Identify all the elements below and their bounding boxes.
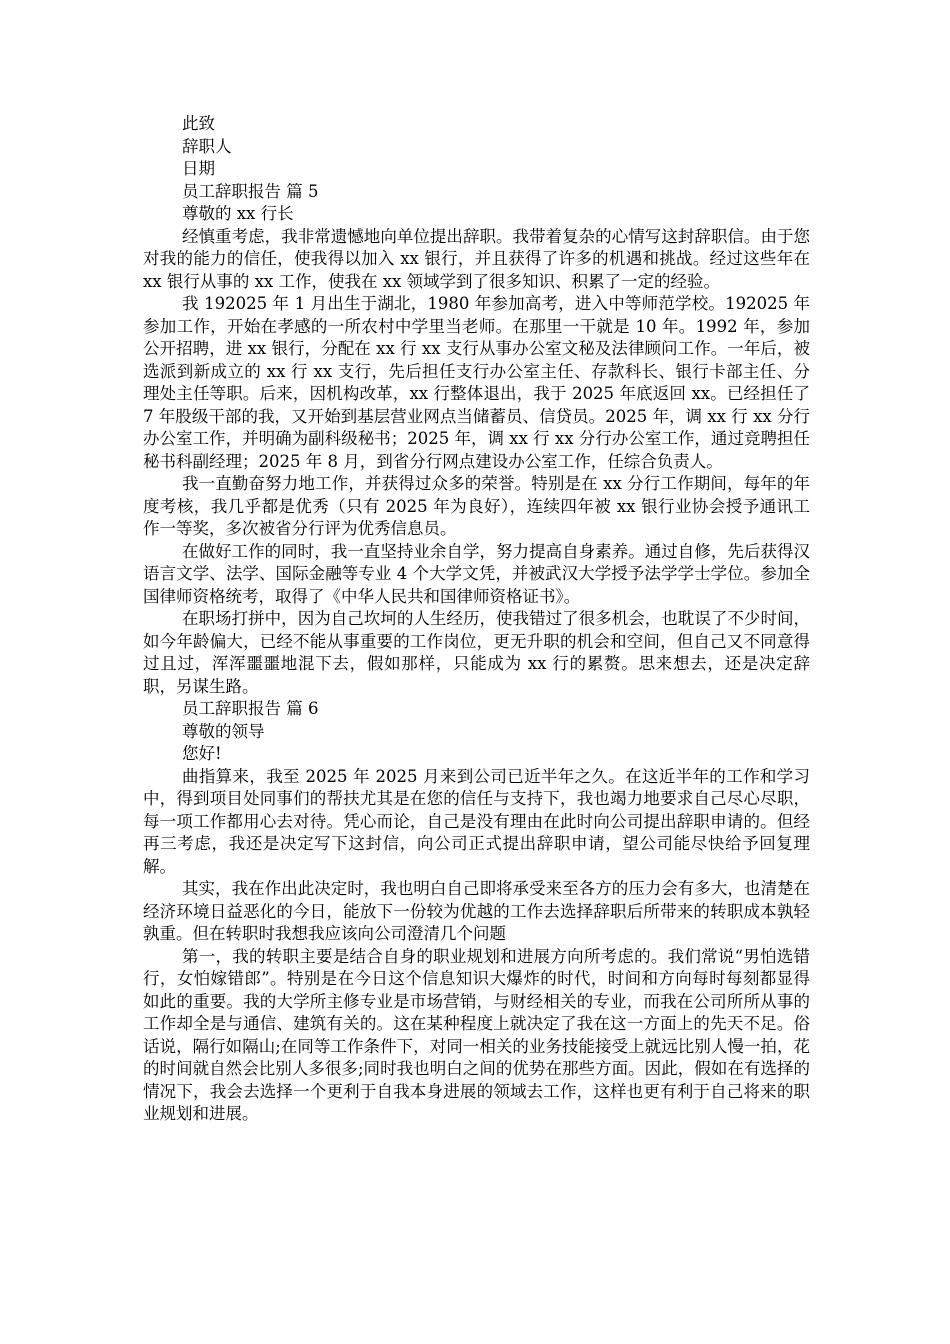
section-5-heading: 员工辞职报告 篇 5: [182, 181, 319, 201]
section-6-paragraph: 第一，我的转职主要是结合自身的职业规划和进展方向所考虑的。我们常说“男怕选错行，女怕嫁错郎”。特别是在今日这个信息知识大爆炸的时代，时间和方向每时每刻都显得如此的重要。我的大学所主修专业是市场营销，与财经相关的专业，而我在公司所所从事的工作却全是与通信、建筑有关的。这在某种程度上就决定了我在这一方面上的先天不足。俗话说，隔行如隔山;在同等工作条件下，对同一相关的业务技能接受上就远比别人慢一拍，花的时间就自然会比别人多很多;同时我也明白之间的优势在那些方面。因此，假如在有选择的情况下，我会去选择一个更利于自我本身进展的领域去工作，这样也更有利于自己将来的职业规划和进展。: [143, 946, 810, 1123]
section-5-paragraph: 在职场打拼中，因为自己坎坷的人生经历，使我错过了很多机会，也耽误了不少时间，如今年龄偏大，已经不能从事重要的工作岗位，更无升职的机会和空间，但自己又不同意得过且过，浑浑噩噩地混下去，假如那样，只能成为 xx 行的累赘。思来想去，还是决定辞职，另谋生路。: [143, 609, 810, 696]
document-page: [143, 113, 810, 1126]
section-6-heading: 员工辞职报告 篇 6: [182, 699, 319, 718]
section-6-hello: 您好!: [182, 744, 222, 763]
closing-salute: 此致: [182, 114, 215, 133]
section-6-greeting: 尊敬的领导: [182, 721, 265, 741]
section-5-paragraph: 我 192025 年 1 月出生于湖北，1980 年参加高考，进入中等师范学校。192025 年参加工作，开始在孝感的一所农村中学里当老师。在那里一干就是 10 年。1992 年，参加公开招聘，进 xx 银行，分配在 xx 行 xx 支行从事办公室文秘及法律顾问工作。一年后，被选派到新成立的 xx 行 xx 支行，先后担任支行办公室主任、存款科长、银行卡部主任、分理处主任等职。后来，因机构改革，xx 行整体退出，我于 2025 年底返回 xx。已经担任了 7 年股级干部的我，又开始到基层营业网点当储蓄员、信贷员。2025 年，调 xx 行 xx 分行办公室工作，并明确为副科级秘书；2025 年，调 xx 行 xx 分行办公室工作，通过竞聘担任秘书科副经理；2025 年 8 月，到省分行网点建设办公室工作，任综合负责人。: [143, 294, 810, 471]
section-6-paragraph: 其实，我在作出此决定时，我也明白自己即将承受来至各方的压力会有多大，也清楚在经济环境日益恶化的今日，能放下一份较为优越的工作去选择辞职后所带来的转职成本孰轻孰重。但在转职时我想我应该向公司澄清几个问题: [143, 879, 810, 943]
section-5-paragraph: 经慎重考虑，我非常遗憾地向单位提出辞职。我带着复杂的心情写这封辞职信。由于您对我的能力的信任，使我得以加入 xx 银行，并且获得了许多的机遇和挑战。经过这些年在 xx 银行从事的 xx 工作，使我在 xx 领域学到了很多知识、积累了一定的经验。: [143, 226, 810, 291]
closing-date: 日期: [182, 159, 215, 178]
section-5-paragraph: 在做好工作的同时，我一直坚持业余自学，努力提高自身素养。通过自修，先后获得汉语言文学、法学、国际金融等专业 4 个大学文凭，并被武汉大学授予法学学士学位。参加全国律师资格统考，取得了《中华人民共和国律师资格证书》。: [143, 541, 810, 606]
section-6-paragraph: 曲指算来，我至 2025 年 2025 月来到公司已近半年之久。在这近半年的工作和学习中，得到项目处同事们的帮扶尤其是在您的信任与支持下，我也竭力地要求自己尽心尽职，每一项工作都用心去对待。凭心而论，自己是没有理由在此时向公司提出辞职申请的。但经再三考虑，我还是决定写下这封信，向公司正式提出辞职申请，望公司能尽快给予回复理解。: [143, 766, 810, 876]
closing-signer: 辞职人: [182, 136, 232, 156]
section-5-paragraph: 我一直勤奋努力地工作，并获得过众多的荣誉。特别是在 xx 分行工作期间，每年的年度考核，我几乎都是优秀（只有 2025 年为良好），连续四年被 xx 银行业协会授予通讯工作一等奖，多次被省分行评为优秀信息员。: [143, 474, 810, 538]
section-5-greeting: 尊敬的 xx 行长: [182, 204, 294, 223]
